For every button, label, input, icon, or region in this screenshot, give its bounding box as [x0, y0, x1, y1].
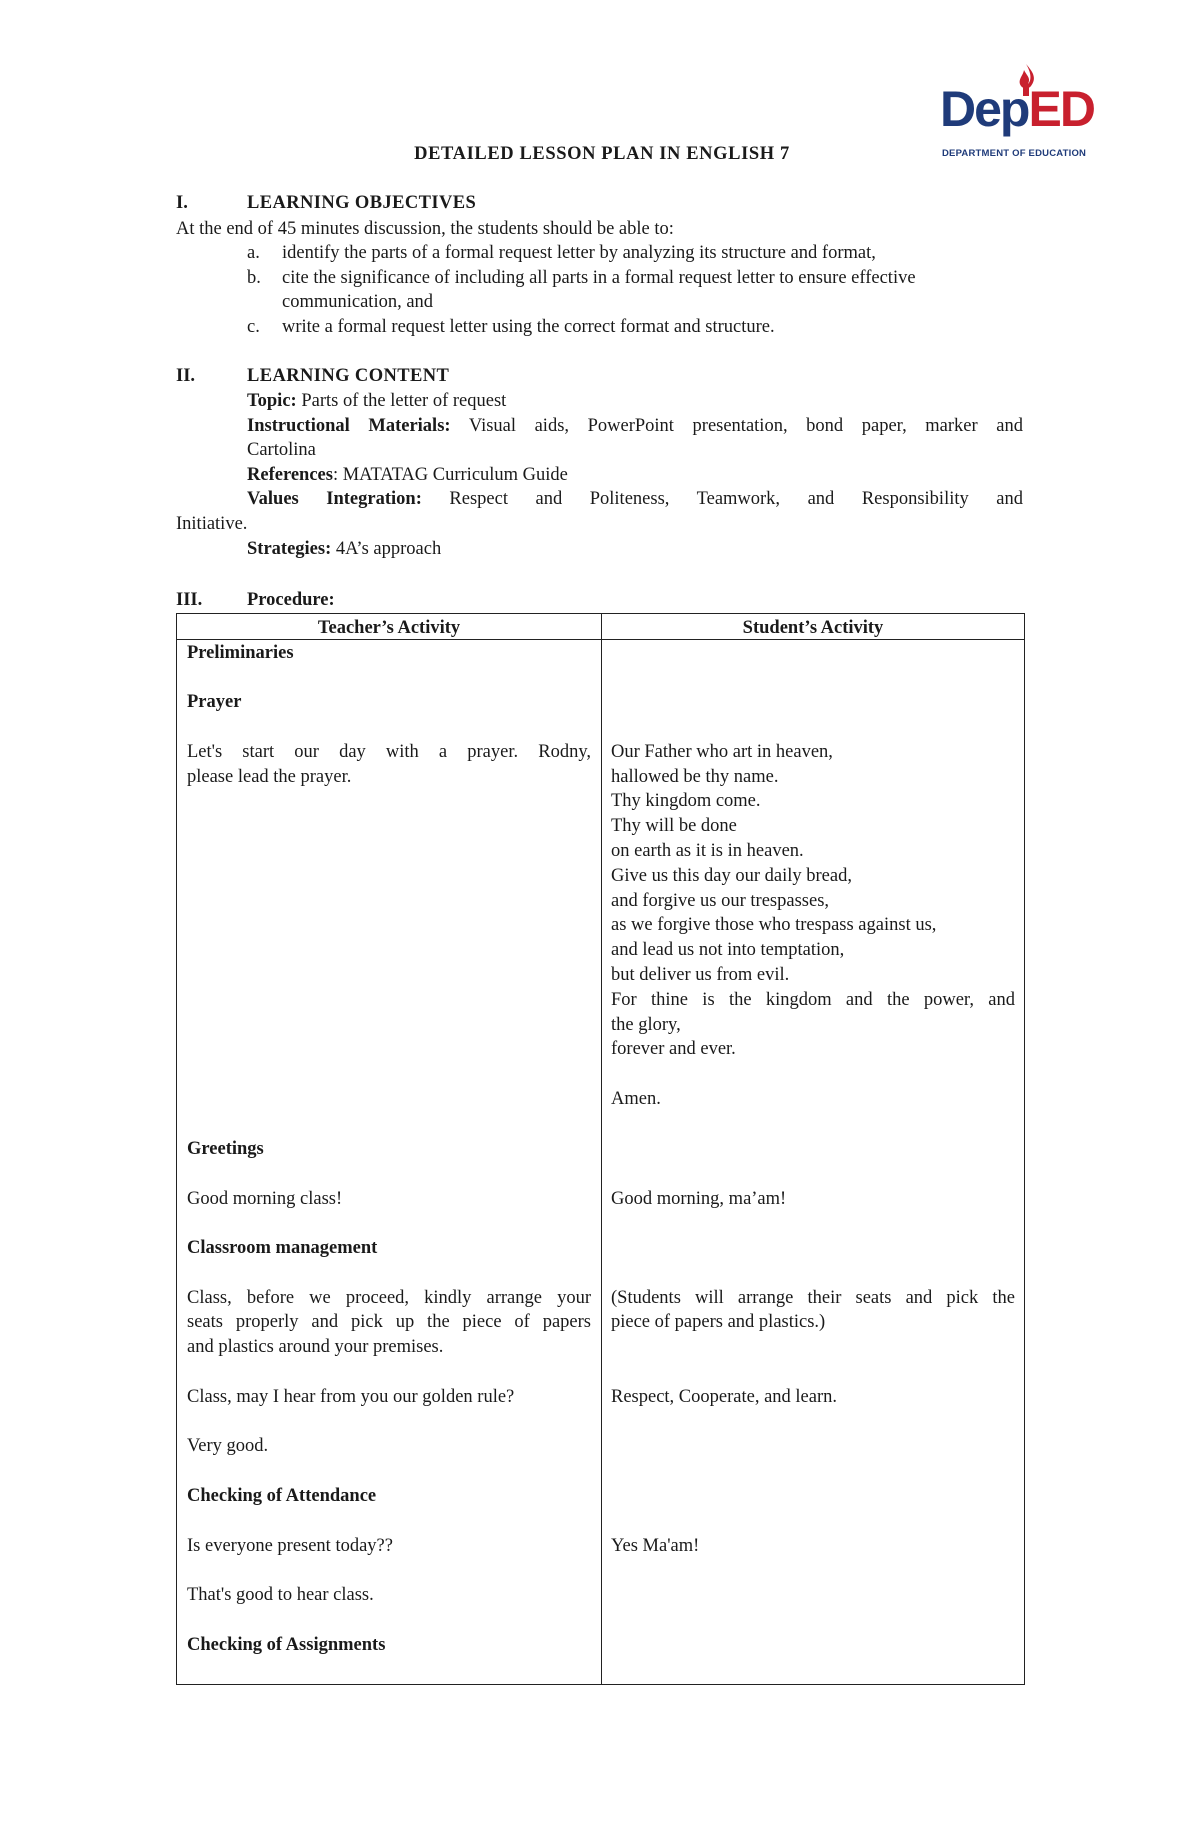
teacher-attendance-question: Is everyone present today??	[187, 1536, 393, 1556]
references-line	[247, 463, 1023, 488]
greetings-heading: Greetings	[187, 1139, 264, 1159]
column-header-teacher: Teacher’s Activity	[317, 618, 461, 638]
references-label: References	[247, 465, 333, 485]
objective-letter-a: a.	[247, 243, 260, 263]
assignments-heading: Checking of Assignments	[187, 1635, 386, 1655]
objective-letter-c: c.	[247, 317, 260, 337]
logo-ed-text: ED	[1028, 81, 1094, 137]
objective-c: write a formal request letter using the correct format and structure.	[282, 317, 775, 337]
values-line-2: Initiative.	[176, 514, 248, 534]
student-prayer-line13: forever and ever.	[611, 1039, 736, 1059]
section-number-content: II.	[176, 366, 196, 386]
student-prayer-line10: but deliver us from evil.	[611, 965, 790, 985]
student-prayer-line1: Our Father who art in heaven,	[611, 742, 833, 762]
student-prayer-line3: Thy kingdom come.	[611, 791, 761, 811]
student-prayer-line6: Give us this day our daily bread,	[611, 866, 852, 886]
student-prayer-line11: For thine is the kingdom and the power, and	[611, 990, 1015, 1010]
strategies-value: 4A’s approach	[331, 539, 442, 559]
student-prayer-line12: the glory,	[611, 1015, 681, 1035]
materials-value: Visual aids, PowerPoint presentation, bond paper, marker and	[450, 416, 1023, 436]
materials-line	[247, 414, 1023, 439]
student-amen: Amen.	[611, 1089, 661, 1109]
teacher-prayer-line2: please lead the prayer.	[187, 767, 352, 787]
student-prayer-line7: and forgive us our trespasses,	[611, 891, 830, 911]
section-heading-procedure: Procedure:	[247, 590, 335, 610]
strategies-line	[247, 537, 1023, 562]
teacher-classroom-line2: seats properly and pick up the piece of papers	[187, 1312, 591, 1332]
student-prayer-line9: and lead us not into temptation,	[611, 940, 845, 960]
column-header-student: Student’s Activity	[742, 618, 884, 638]
student-prayer-line2: hallowed be thy name.	[611, 767, 779, 787]
attendance-heading: Checking of Attendance	[187, 1486, 377, 1506]
student-attendance-reply: Yes Ma'am!	[611, 1536, 700, 1556]
logo-subtitle: DEPARTMENT OF EDUCATION	[942, 148, 1087, 159]
student-prayer-line4: Thy will be done	[611, 816, 737, 836]
topic-label: Topic:	[247, 391, 297, 411]
topic-line	[247, 389, 1023, 414]
values-line	[247, 487, 1023, 512]
section-heading-content: LEARNING CONTENT	[247, 366, 450, 386]
references-value: : MATATAG Curriculum Guide	[332, 465, 568, 485]
objective-letter-b: b.	[247, 268, 261, 288]
values-label: Values Integration:	[247, 489, 422, 509]
objective-b-line2: communication, and	[282, 292, 434, 312]
student-golden-rule-reply: Respect, Cooperate, and learn.	[611, 1387, 838, 1407]
page-title: DETAILED LESSON PLAN IN ENGLISH 7	[414, 144, 790, 164]
materials-line-2: Cartolina	[247, 440, 316, 460]
teacher-golden-rule: Class, may I hear from you our golden rule?	[187, 1387, 515, 1407]
topic-value: Parts of the letter of request	[296, 391, 507, 411]
teacher-classroom-line1: Class, before we proceed, kindly arrange your	[187, 1288, 591, 1308]
objectives-intro: At the end of 45 minutes discussion, the students should be able to:	[176, 219, 674, 239]
values-value: Respect and Politeness, Teamwork, and Responsibility and	[421, 489, 1023, 509]
materials-label: Instructional Materials:	[247, 416, 451, 436]
teacher-very-good: Very good.	[187, 1436, 269, 1456]
student-classroom-line1: (Students will arrange their seats and pick the	[611, 1288, 1015, 1308]
section-number-objectives: I.	[176, 193, 188, 213]
teacher-greeting: Good morning class!	[187, 1189, 343, 1209]
prayer-heading: Prayer	[187, 692, 242, 712]
logo-wordmark	[940, 81, 1094, 137]
objective-b-line1: cite the significance of including all parts in a formal request letter to ensure effective	[282, 268, 916, 288]
strategies-label: Strategies:	[247, 539, 332, 559]
student-prayer-line5: on earth as it is in heaven.	[611, 841, 804, 861]
objective-a: identify the parts of a formal request letter by analyzing its structure and format,	[282, 243, 876, 263]
teacher-classroom-line3: and plastics around your premises.	[187, 1337, 444, 1357]
classroom-management-heading: Classroom management	[187, 1238, 378, 1258]
procedure-table	[176, 613, 1025, 1685]
logo-dep-text: Dep	[940, 81, 1029, 137]
section-heading-objectives: LEARNING OBJECTIVES	[247, 193, 477, 213]
section-number-procedure: III.	[176, 590, 203, 610]
student-prayer-line8: as we forgive those who trespass against us,	[611, 915, 937, 935]
student-classroom-line2: piece of papers and plastics.)	[611, 1312, 826, 1332]
teacher-prayer-line1: Let's start our day with a prayer. Rodny,	[187, 742, 591, 762]
preliminaries-heading: Preliminaries	[187, 643, 294, 663]
teacher-attendance-reply: That's good to hear class.	[187, 1585, 374, 1605]
table-column-divider	[601, 614, 602, 1684]
student-greeting-reply: Good morning, ma’am!	[611, 1189, 787, 1209]
